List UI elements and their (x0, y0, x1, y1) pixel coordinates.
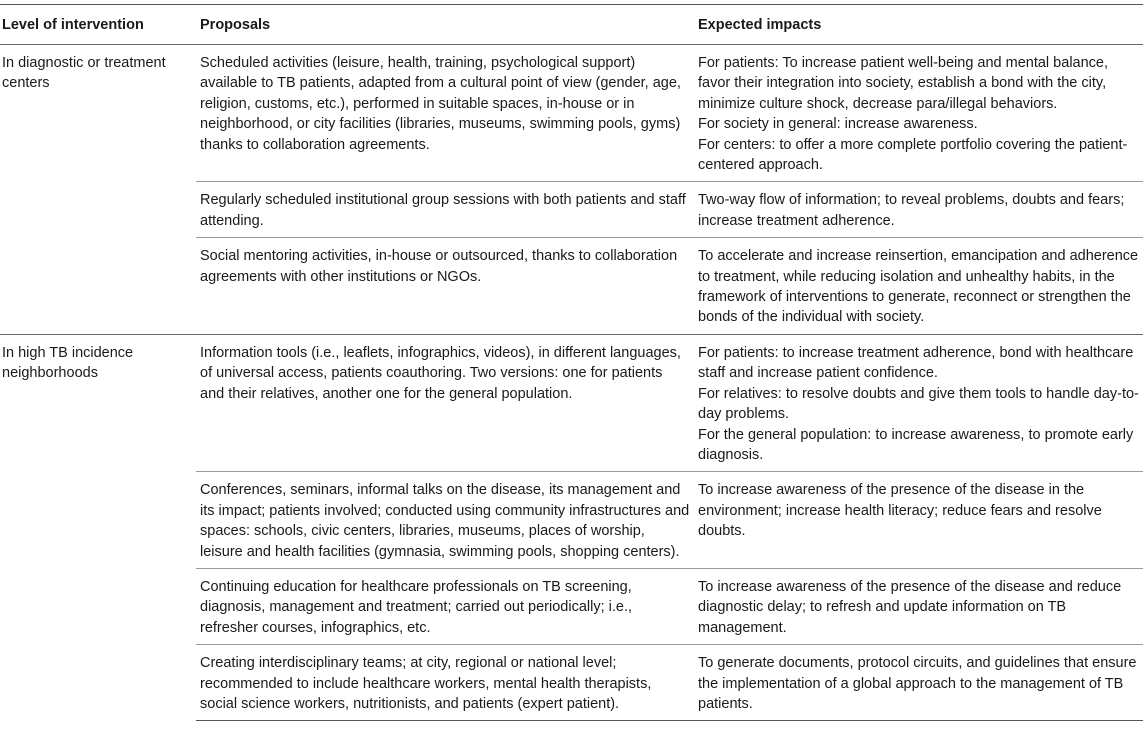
level-cell: In high TB incidence neighborhoods (0, 334, 196, 721)
interventions-table (0, 4, 1143, 721)
impact-cell (694, 472, 1143, 569)
proposal-cell: Creating interdisciplinary teams; at city, regional or national level; recommended to include healthcare workers, mental health therapists, social science workers, nutritionists, and patients (expert patient). (196, 645, 694, 721)
header-level: Level of intervention (2, 17, 144, 33)
impact-line: For society in general: increase awareness. (698, 116, 978, 133)
impact-cell (694, 568, 1143, 644)
impact-cell (694, 645, 1143, 721)
header-proposals: Proposals (200, 17, 271, 33)
impact-line: To generate documents, protocol circuits, and guidelines that ensure the implementation of a global approach to the management of TB patients. (698, 655, 1137, 712)
table-row (0, 45, 1143, 182)
impact-line: To increase awareness of the presence of the disease in the environment; increase health literacy; reduce fears and resolve doubts. (698, 482, 1102, 540)
header-impacts: Expected impacts (698, 17, 822, 33)
impact-line: For relatives: to resolve doubts and give them tools to handle day-to-day problems. (698, 385, 1139, 423)
table-row (0, 334, 1143, 471)
proposal-cell: Information tools (i.e., leaflets, infographics, videos), in different languages, of universal access, patients coauthoring. Two versions: one for patients and their relatives, another one for the general population. (196, 334, 694, 471)
impact-line: For patients: to increase treatment adherence, bond with healthcare staff and increase patient confidence. (698, 344, 1134, 382)
proposal-cell: Social mentoring activities, in-house or outsourced, thanks to collaboration agreements with other institutions or NGOs. (196, 238, 694, 335)
impact-line: For patients: To increase patient well-being and mental balance, favor their integration into society, establish a bond with the city, minimize culture shock, decrease para/illegal behaviors. (698, 55, 1109, 112)
impact-cell (694, 182, 1143, 238)
impact-cell (694, 334, 1143, 471)
proposal-cell: Scheduled activities (leisure, health, training, psychological support) available to TB patients, adapted from a cultural point of view (gender, age, religion, customs, etc.), performed in suitable spaces, in-house or in neighborhood, or city facilities (libraries, museums, swimming pools, gyms) thanks to collaboration agreements. (200, 55, 681, 153)
impact-line: For the general population: to increase awareness, to promote early diagnosis. (698, 426, 1134, 463)
impact-cell (694, 238, 1143, 335)
table-body (0, 45, 1143, 721)
proposal-cell: Continuing education for healthcare professionals on TB screening, diagnosis, management and treatment; carried out periodically; i.e., refresher courses, infographics, etc. (196, 568, 694, 644)
level-cell: In diagnostic or treatment centers (0, 45, 196, 335)
impact-line: To accelerate and increase reinsertion, emancipation and adherence to treatment, while reducing isolation and unhealthy habits, in the framework of interventions to generate, reconnect or strengthen the bonds of the individual with society. (698, 248, 1139, 326)
impact-line: Two-way flow of information; to reveal problems, doubts and fears; increase treatment adherence. (698, 192, 1125, 229)
impact-line: For centers: to offer a more complete portfolio covering the patient-centered approach. (698, 136, 1128, 174)
impact-cell (694, 45, 1143, 182)
proposal-cell: Conferences, seminars, informal talks on the disease, its management and its impact; patients involved; conducted using community infrastructures and spaces: schools, civic centers, libraries, museums, places of worship, leisure and health facilities (gymnasia, swimming pools, shopping centers). (196, 472, 694, 569)
impact-line: To increase awareness of the presence of the disease and reduce diagnostic delay; to refresh and update information on TB management. (698, 578, 1122, 636)
table-header (0, 5, 1143, 45)
proposal-cell: Regularly scheduled institutional group sessions with both patients and staff attending. (196, 182, 694, 238)
